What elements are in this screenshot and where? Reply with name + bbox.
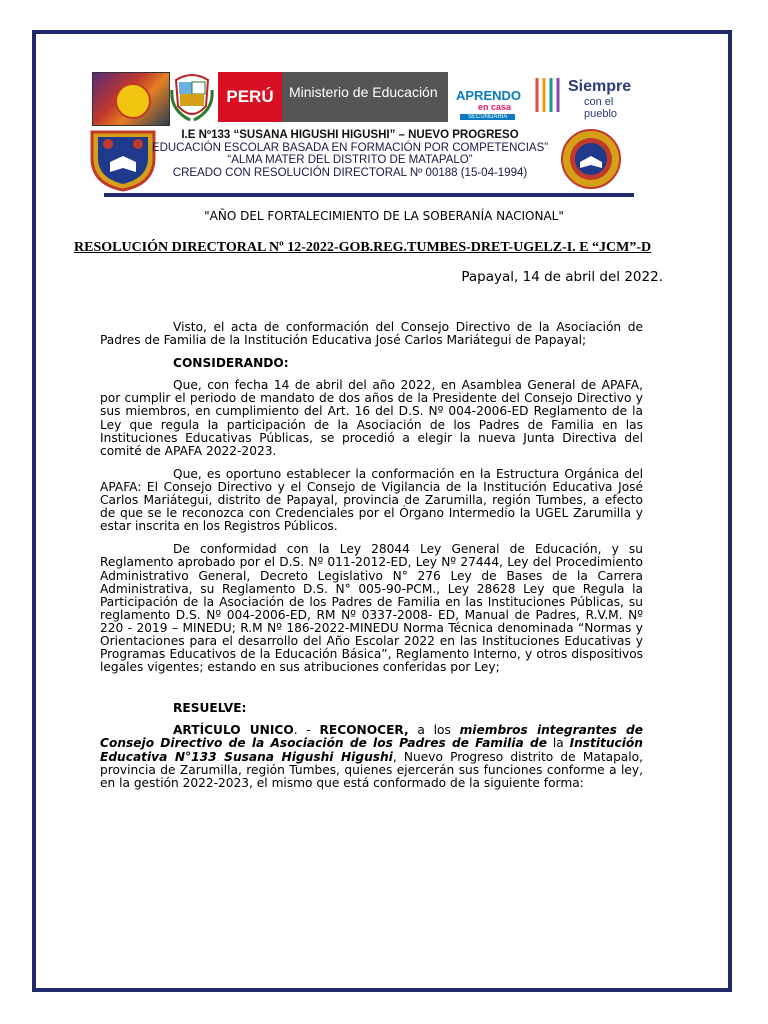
resolution-title: RESOLUCIÓN DIRECTORAL Nº 12-2022-GOB.REG.TUMBES-DRET-UGELZ-I. E “JCM”-D xyxy=(74,240,652,255)
visto-paragraph: Visto, el acta de conformación del Consejo Directivo de la Asociación de Padres de Familia de la Institución Educativa José Carlos Mariátegui de Papayal; xyxy=(100,320,643,348)
aprendo-en-casa-logo xyxy=(450,72,530,124)
aprendo-level: SECUNDARIA xyxy=(460,114,515,120)
peru-brand: PERÚ xyxy=(218,72,282,122)
school-creation: CREADO CON RESOLUCIÓN DIRECTORAL Nº 00188 (15-04-1994) xyxy=(172,166,528,179)
siempre-label: Siempre xyxy=(568,78,632,95)
document-body xyxy=(100,321,643,800)
school-header-text xyxy=(140,129,560,179)
ministry-brand: Ministerio de Educación xyxy=(282,72,448,122)
articulo-label: ARTÍCULO UNICO xyxy=(173,723,294,738)
peru-coat-of-arms-icon xyxy=(170,70,214,124)
school-motto-2: “ALMA MATER DEL DISTRITO DE MATAPALO” xyxy=(227,154,473,166)
document-date: Papayal, 14 de abril del 2022. xyxy=(461,269,663,285)
school-photo-logo xyxy=(92,72,170,126)
school-name: I.E Nº133 “SUSANA HIGUSHI HIGUSHI” – NUEVO PROGRESO xyxy=(181,129,519,141)
considerando-paragraph-3: De conformidad con la Ley 28044 Ley General de Educación, y su Reglamento aprobado por el D.S. Nº 011-2012-ED, Ley Nº 27444, Ley del Procedimiento Administrativo General, Decreto Legislativo N° 276 Ley de Bases de la Carrera Administrativa, su Reglamento D.S. N° 005-90-PCM., Ley 28628 Ley que Regula la Participación de la Asociación de los Padres de Familia en las Instituciones Públicas, su reglamento D.S. Nº 004-2006-ED, RM Nº 0337-2008- ED, Manual de Padres, R.V.M. Nº 220 - 2019 – MINEDU; R.M Nº 186-2022-MINEDU Norma Técnica denominada “Normas y Orientaciones para el desarrollo del Año Escolar 2022 en las Instituciones Educativas y Programas Educativos de la Educación Básica”, Reglamento Interno, y otros dispositivos legales vigentes; estando en sus atribuciones conferidas por Ley; xyxy=(100,542,643,675)
considerando-paragraph-2: Que, es oportuno establecer la conformación en la Estructura Orgánica del APAFA: El Consejo Directivo y el Consejo de Vigilancia de la Institución Educativa José Carlos Mariátegui, distrito de Papayal, provincia de Zarumilla, región Tumbes, a efecto de que se le reconozca con Credenciales por el Órgano Intermedio la UGEL Zarumilla y estar inscrita en los Registros Públicos. xyxy=(100,466,643,534)
considerando-paragraph-1: Que, con fecha 14 de abril del año 2022, en Asamblea General de APAFA, por cumplir el periodo de mandato de dos años de la Presidente del Consejo Directivo y sus miembros, en cumplimiento del Art. 16 del D.S. Nº 004-2006-ED Reglamento de la Ley que regula la participación de la Asociación de los Padres de Familia en las Instituciones Educativas Públicas, se procedió a elegir la nueva Junta Directiva del comité de APAFA 2022-2023. xyxy=(100,378,643,458)
institucion-text: Institución Educativa N°133 Susana Higushi Higushi xyxy=(100,736,643,764)
reconocer-label: RECONOCER, xyxy=(319,723,409,738)
school-motto-1: EDUCACIÓN ESCOLAR BASADA EN FORMACIÓN POR COMPETENCIAS” xyxy=(151,141,549,154)
year-motto: "AÑO DEL FORTALECIMIENTO DE LA SOBERANÍA NACIONAL" xyxy=(204,209,564,223)
aprendo-sub: en casa xyxy=(478,102,512,112)
articulo-paragraph: ARTÍCULO UNICO. - RECONOCER, a los miembros integrantes de Consejo Directivo de la Asociación de los Padres de Familia de la Institución Educativa N°133 Susana Higushi Higushi, Nuevo Progreso distrito de Matapalo, provincia de Zarumilla, región Tumbes, quienes ejercerán sus funciones conforme a ley, en la gestión 2022-2023, el mismo que está conformado de la siguiente forma: xyxy=(100,723,644,790)
government-columns-icon xyxy=(534,76,564,114)
miembros-text: miembros integrantes de Consejo Directivo de la Asociación de los Padres de Familia de xyxy=(100,723,644,751)
school-crest-right-icon xyxy=(560,128,622,190)
siempre-con-el-pueblo-logo xyxy=(534,74,634,120)
aprendo-label: APRENDO xyxy=(456,88,522,103)
header-divider xyxy=(104,193,634,197)
siempre-sub: con el pueblo xyxy=(584,96,618,120)
resuelve-heading: RESUELVE: xyxy=(173,701,247,716)
considerando-heading: CONSIDERANDO: xyxy=(173,356,289,371)
articulo-rest: , Nuevo Progreso distrito de Matapalo, provincia de Zarumilla, región Tumbes, quienes ejercerán sus funciones conforme a ley, en la gestión 2022-2023, el mismo que está conformado de la siguiente forma: xyxy=(100,749,643,790)
